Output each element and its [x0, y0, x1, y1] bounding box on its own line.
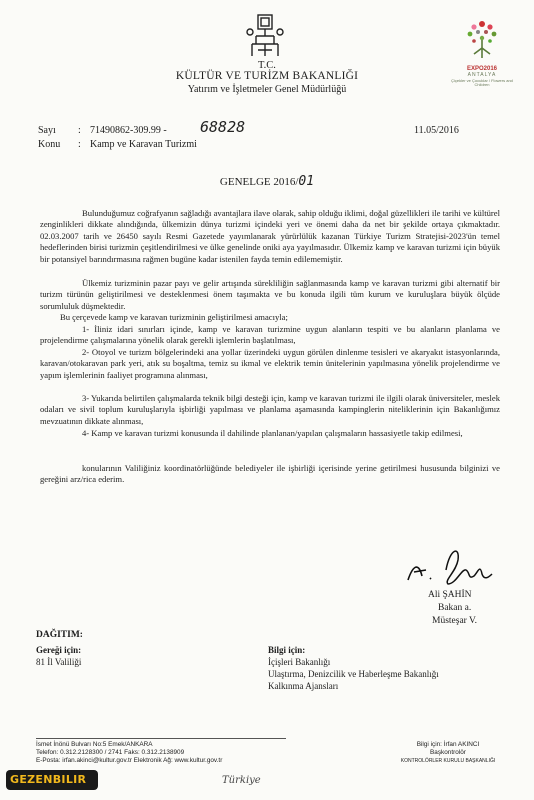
body-item-1: 1- İliniz idari sınırları içinde, kamp ve karavan turizmine uygun alanların tespiti ve bu alanların planlama ve projelendirme çalışmalarına yönelik olarak gerekli işlemlerin başlatılması,	[40, 324, 500, 346]
footer-phone-line: Telefon: 0.312.2128300 / 2741 Faks: 0.312.2138909	[36, 749, 185, 756]
body-paragraph-1: Bulunduğumuz coğrafyanın sağladığı avantajlara ilave olarak, sahip olduğu iklimi, doğal güzellikleri ile tarihi ve kültürel zenginlikleri dikkate alındığında, ülkemizin dünya turizmi içindeki yeri ve önemi daha da net bir şekilde ortaya çıkmaktadır. 02.03.2007 tarih ve 26450 sayılı Resmi Gazetede yayımlanarak yürürlülük kazanan Türkiye Turizm Stratejisi-2023'ün temel hedeflerinden birisi turizmin çeşitlendirilmesi ve ülke genelinde oniki aya yayılmasıdır. Ülkemiz kamp ve karavan turizmi için büyük bir potansiyel barındırmasına rağmen bugüne kadar istenilen fayda temin edilememiştir.	[40, 208, 500, 264]
bilgi-label: Bilgi için:	[268, 645, 306, 655]
sayi-value: 71490862-309.99 -	[90, 125, 167, 136]
footer-divider	[36, 738, 286, 739]
konu-label: Konu	[38, 139, 61, 150]
konu-colon: :	[78, 139, 81, 150]
signatory-title-1: Bakan a.	[438, 603, 472, 613]
bilgi-value-3: Kalkınma Ajansları	[268, 681, 339, 691]
body-item-3: 3- Yukarıda belirtilen çalışmalarda teknik bilgi desteği için, kamp ve karavan turizmi ile ilgili olarak üniversiteler, meslek odaları ve sivil toplum kuruluşlarıyla işbirliği yapılması ve planlama aşamasında kampinglerin niteliklerinin için Bakanlığımız mevzuatının dikkate alınması,	[40, 393, 500, 426]
signatory-title-2: Müsteşar V.	[432, 616, 478, 626]
document-date: 11.05/2016	[414, 125, 459, 136]
directorate-title: Yatırım ve İşletmeler Genel Müdürlüğü	[187, 84, 347, 95]
handwritten-signature-icon	[400, 540, 500, 590]
sayi-handwritten: 68828	[200, 118, 246, 136]
bilgi-value-1: İçişleri Bakanlığı	[268, 657, 331, 667]
konu-value: Kamp ve Karavan Turizmi	[90, 139, 197, 150]
body-paragraph-4: konularının Valiliğiniz koordinatörlüğünde belediyeler ile işbirliği içerisinde yerine getirilmesi hususunda bilginizi ve gereğini arz/rica ederim.	[40, 463, 500, 485]
signatory-name: Ali ŞAHİN	[428, 590, 472, 600]
footer-contact-unit: KONTROLÖRLER KURULU BAŞKANLIĞI	[400, 758, 496, 764]
sayi-label: Sayı	[38, 125, 56, 136]
sayi-colon: :	[78, 125, 81, 136]
footer-address-line: İsmet İnönü Bulvarı No:5 Emek/ANKARA	[36, 741, 153, 748]
expo-logo-text: EXPO2016 ANTALYA Çiçekler ve Çocuklar / Flowers and Children	[451, 66, 513, 88]
gerek-label: Gereği için:	[36, 645, 82, 655]
turkiye-brand-logo: Türkiye	[222, 775, 261, 786]
gezenbilir-watermark-logo	[6, 770, 98, 790]
watermark-text: GEZENBILIR	[10, 773, 87, 786]
bilgi-value-2: Ulaştırma, Denizcilik ve Haberleşme Bakanlığı	[268, 669, 439, 679]
gerek-value: 81 İl Valiliği	[36, 657, 82, 667]
body-item-2: 2- Otoyol ve turizm bölgelerindeki ana yollar üzerindeki uygun görülen dinlenme tesisleri ve akaryakıt istasyonlarında, karavan/otokaravan park yeri, atık su boşaltma, temiz su ikmal ve elektrik temin ünitelerinin yapılmasına yönelik projelendirme ve yapım işlemlerinin faaliyet programına alınması,	[40, 347, 500, 380]
circular-title-text: GENELGE 2016/	[219, 176, 299, 188]
footer-email-line: E-Posta: irfan.akinci@kultur.gov.tr Elektronik Ağ: www.kultur.gov.tr	[36, 757, 223, 764]
footer-contact-title: Başkontrolör	[430, 749, 466, 756]
footer-contact	[388, 741, 508, 765]
circular-number-handwritten: 01	[298, 174, 315, 189]
footer-contact-name: Bilgi için: İrfan AKINCI	[416, 741, 480, 748]
body-paragraph-3: Bu çerçevede kamp ve karavan turizminin geliştirilmesi amacıyla;	[60, 312, 288, 322]
body-item-4: 4- Kamp ve karavan turizmi konusunda il dahilinde planlanan/yapılan çalışmaların hassasiyetle takip edilmesi,	[82, 428, 463, 438]
footer-address	[36, 741, 222, 765]
ministry-emblem-icon	[238, 12, 292, 60]
header-tc: T.C.	[258, 60, 276, 71]
circular-title	[0, 174, 534, 189]
ministry-title: KÜLTÜR VE TURİZM BAKANLIĞI	[175, 70, 359, 82]
body-paragraph-2: Ülkemiz turizminin pazar payı ve gelir artışında sürekliliğin sağlanmasında kamp ve karavan turizmi gibi alternatif bir turizm türünün geliştirilmesi ve desteklenmesi önem taşımakta ve bu konuda ilgili tüm kurum ve kuruluşlara büyük ölçüde sorumluluk düşmektedir.	[40, 278, 500, 311]
distribution-heading: DAĞITIM:	[36, 630, 83, 640]
